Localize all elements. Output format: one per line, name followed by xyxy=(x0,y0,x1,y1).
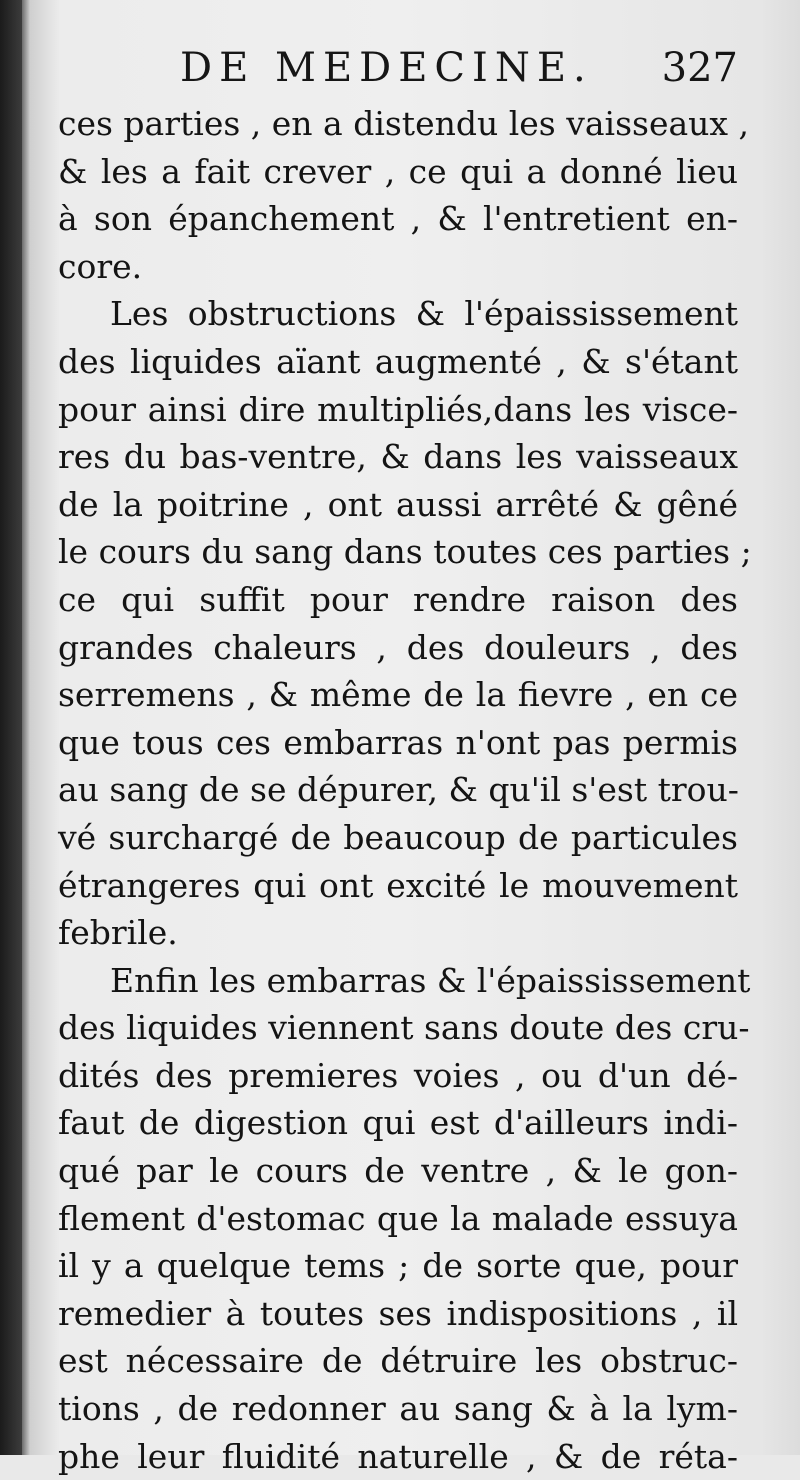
text-line: ce qui suffit pour rendre raison des xyxy=(58,579,738,619)
text-line: dités des premieres voies , ou d'un dé- xyxy=(58,1055,738,1095)
text-line: à son épanchement , & l'entretient en- xyxy=(58,199,738,239)
text-line: core. xyxy=(58,246,143,286)
text-line: Enfin les embarras & l'épaississement xyxy=(110,960,751,1000)
text-line: ces parties , en a distendu les vaisseaux , xyxy=(58,104,750,143)
text-line: le cours du sang dans toutes ces parties ; xyxy=(58,532,752,572)
text-line: Les obstructions & l'épaississement xyxy=(110,294,738,334)
text-line: grandes chaleurs , des douleurs , des xyxy=(58,627,738,667)
binding-shadow xyxy=(0,0,22,1455)
text-line: que tous ces embarras n'ont pas permis xyxy=(58,722,738,762)
text-line: vé surchargé de beaucoup de particules xyxy=(58,817,738,857)
text-line: faut de digestion qui est d'ailleurs indi- xyxy=(58,1103,738,1143)
text-line: flement d'estomac que la malade essuya xyxy=(58,1198,738,1238)
text-line: tions , de redonner au sang & à la lym- xyxy=(58,1389,738,1429)
page-header xyxy=(0,42,800,102)
text-line: qué par le cours de ventre , & le gon- xyxy=(58,1151,738,1191)
text-line: serremens , & même de la fievre , en ce xyxy=(58,675,738,715)
text-line: & les a fait crever , ce qui a donné lieu xyxy=(58,151,738,191)
text-line: phe leur fluidité naturelle , & de réta- xyxy=(58,1436,738,1476)
text-line: res du bas-ventre, & dans les vaisseaux xyxy=(58,437,738,477)
text-line: étrangeres qui ont excité le mouvement xyxy=(58,865,738,905)
text-line: est nécessaire de détruire les obstruc- xyxy=(58,1341,738,1381)
body-text xyxy=(58,100,752,1480)
page-number: 327 xyxy=(661,45,738,91)
text-line: de la poitrine , ont aussi arrêté & gêné xyxy=(58,484,738,524)
text-line: au sang de se dépurer, & qu'il s'est trou- xyxy=(58,770,739,810)
text-line: des liquides viennent sans doute des cru- xyxy=(58,1008,750,1048)
running-head: DE MEDECINE. xyxy=(180,45,593,91)
text-line: il y a quelque tems ; de sorte que, pour xyxy=(58,1246,738,1286)
text-line: des liquides aïant augmenté , & s'étant xyxy=(58,341,738,381)
text-line: remedier à toutes ses indispositions , il xyxy=(58,1293,738,1333)
text-line: pour ainsi dire multipliés,dans les visce- xyxy=(58,389,738,429)
text-line: febrile. xyxy=(58,913,178,953)
